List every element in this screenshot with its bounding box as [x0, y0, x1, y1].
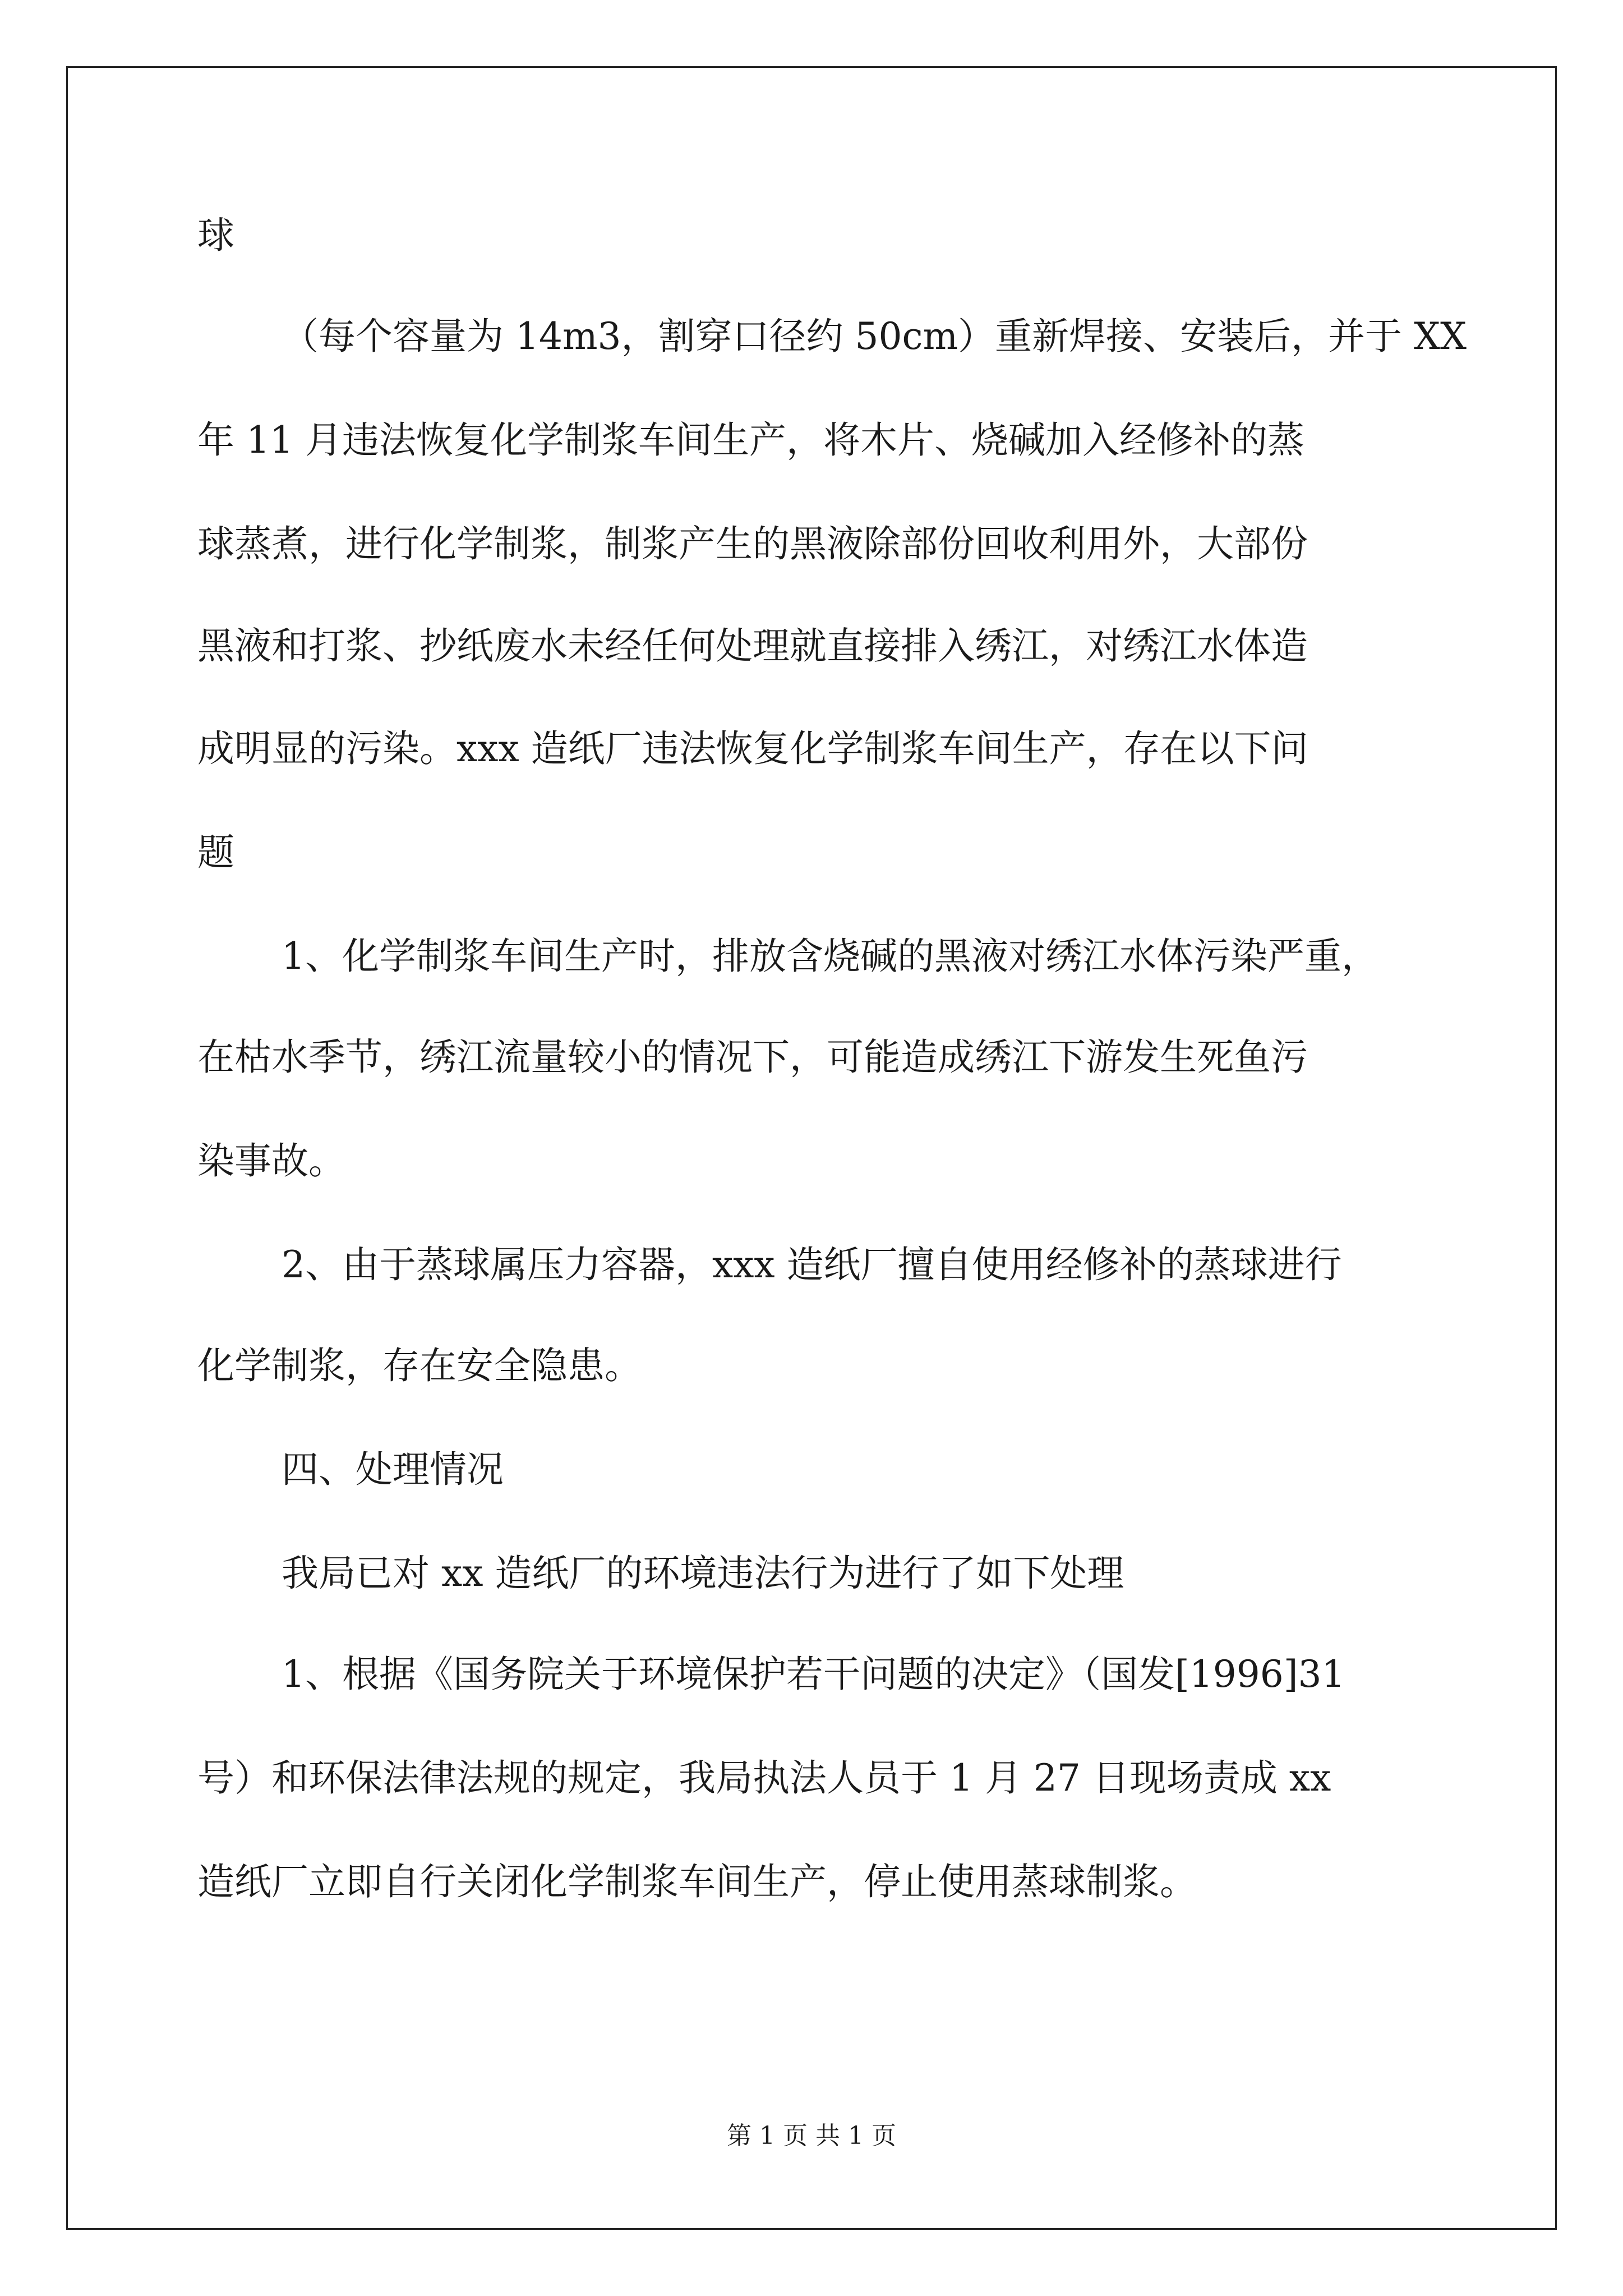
page-number-footer: 第 1 页 共 1 页	[727, 2122, 896, 2150]
text-line: 1、根据《国务院关于环境保护若干问题的决定》（国发[1996]31	[282, 1653, 1345, 1696]
text-line: 染事故。	[197, 1139, 345, 1182]
text-line: 题	[197, 831, 234, 874]
text-line: 我局已对 xx 造纸厂的环境违法行为进行了如下处理	[282, 1552, 1124, 1595]
text-line: 化学制浆，存在安全隐患。	[197, 1344, 642, 1387]
text-line: 成明显的污染。xxx 造纸厂违法恢复化学制浆车间生产，存在以下问	[197, 727, 1308, 770]
text-line: 球蒸煮，进行化学制浆，制浆产生的黑液除部份回收利用外，大部份	[197, 522, 1308, 565]
text-line: 2、由于蒸球属压力容器，xxx 造纸厂擅自使用经修补的蒸球进行	[282, 1243, 1342, 1286]
text-line: 年 11 月违法恢复化学制浆车间生产，将木片、烧碱加入经修补的蒸	[197, 418, 1304, 462]
section-heading: 四、处理情况	[282, 1448, 504, 1491]
text-line: 在枯水季节，绣江流量较小的情况下，可能造成绣江下游发生死鱼污	[197, 1036, 1308, 1079]
text-line: 造纸厂立即自行关闭化学制浆车间生产，停止使用蒸球制浆。	[197, 1860, 1197, 1903]
text-line: 1、化学制浆车间生产时，排放含烧碱的黑液对绣江水体污染严重，	[282, 935, 1378, 978]
text-line: 号）和环保法律法规的规定，我局执法人员于 1 月 27 日现场责成 xx	[197, 1756, 1331, 1800]
text-line: （每个容量为 14m3，割穿口径约 50cm）重新焊接、安装后，并于 XX	[282, 315, 1467, 358]
text-line: 黑液和打浆、抄纸废水未经任何处理就直接排入绣江，对绣江水体造	[197, 624, 1308, 668]
text-line: 球	[197, 214, 234, 257]
